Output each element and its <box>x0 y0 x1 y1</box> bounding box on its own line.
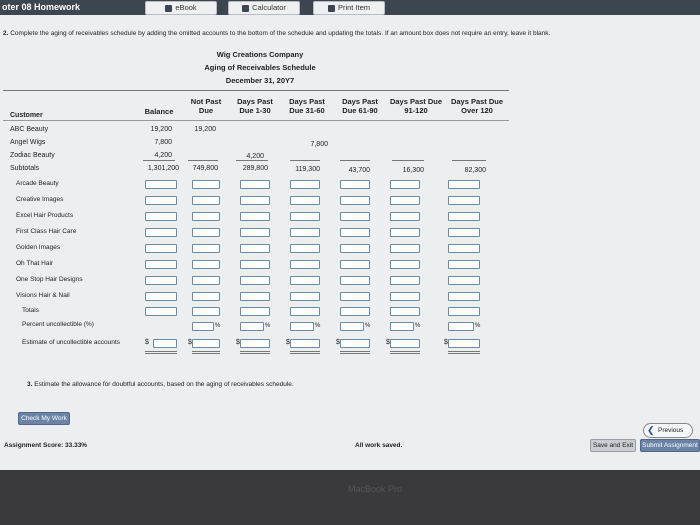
percent-sign: % <box>365 323 371 329</box>
previous-label: Previous <box>658 427 684 434</box>
previous-button[interactable] <box>643 423 693 438</box>
header-61-90: Days Past Due 61-90 <box>342 97 378 115</box>
bezel-watermark: MacBook Pro <box>348 484 403 494</box>
tab-calculator[interactable] <box>228 1 300 15</box>
added-account-name: Oh That Hair <box>16 260 54 267</box>
amount-input-61-90[interactable] <box>340 196 370 205</box>
header-customer: Customer <box>10 112 43 119</box>
amount-input-61-90[interactable] <box>340 292 370 301</box>
estimate-input-31-60[interactable] <box>290 339 320 348</box>
amount-input-31-60[interactable] <box>290 212 320 221</box>
amount-input-1-30[interactable] <box>240 196 270 205</box>
total-input-1-30[interactable] <box>240 307 270 316</box>
total-input-31-60[interactable] <box>290 307 320 316</box>
percent-sign: % <box>315 323 321 329</box>
amount-input-31-60[interactable] <box>290 180 320 189</box>
amount-input-over-120[interactable] <box>448 180 480 189</box>
main-content <box>0 15 700 470</box>
print-icon <box>328 5 335 12</box>
amount-input-31-60[interactable] <box>290 276 320 285</box>
estimate-input-91-120[interactable] <box>390 339 420 348</box>
added-account-name: Excel Hair Products <box>16 212 74 219</box>
amount-input-31-60[interactable] <box>290 244 320 253</box>
double-rule <box>145 353 177 354</box>
header-over-120: Days Past Due Over 120 <box>450 97 504 115</box>
amount-input-not-past-due[interactable] <box>192 260 220 269</box>
check-my-work-button[interactable]: Check My Work <box>18 412 70 425</box>
amount-input-over-120[interactable] <box>448 276 480 285</box>
amount-input-31-60[interactable] <box>290 228 320 237</box>
calculator-icon <box>242 5 249 12</box>
tab-ebook-label: eBook <box>175 3 197 12</box>
added-account-name: Golden Images <box>16 244 61 251</box>
double-rule <box>390 353 420 354</box>
amount-input-over-120[interactable] <box>448 244 480 253</box>
total-input-balance[interactable] <box>145 307 177 316</box>
amount-input-1-30[interactable] <box>240 260 270 269</box>
row-balance: 7,800 <box>154 139 172 146</box>
currency-sign: $ <box>444 339 448 346</box>
currency-sign: $ <box>386 339 390 346</box>
double-rule <box>448 351 480 352</box>
double-rule <box>192 353 220 354</box>
amount-input-61-90[interactable] <box>340 180 370 189</box>
amount-input-over-120[interactable] <box>448 292 480 301</box>
estimate-input-61-90[interactable] <box>340 339 370 348</box>
save-and-exit-button[interactable]: Save and Exit <box>590 439 636 452</box>
amount-input-not-past-due[interactable] <box>192 292 220 301</box>
subtotal-61-90: 43,700 <box>348 167 370 174</box>
estimate-uncollectible-label: Estimate of uncollectible accounts <box>22 339 120 346</box>
amount-input-61-90[interactable] <box>340 260 370 269</box>
percent-input-91-120[interactable] <box>390 322 414 331</box>
amount-input-91-120[interactable] <box>390 180 420 189</box>
submit-assignment-button[interactable]: Submit Assignment <box>640 439 700 452</box>
question-2-text: Complete the aging of receivables schedule by adding the omitted accounts to the bottom of the schedule and updating the totals. If an amount box does not require an entry, leave it blank. <box>10 30 551 37</box>
row-balance: 19,200 <box>150 126 172 133</box>
save-status: All work saved. <box>355 442 403 449</box>
added-account-name: Visions Hair & Nail <box>16 292 70 299</box>
header-rule <box>3 120 509 121</box>
schedule-top-rule <box>3 90 509 91</box>
amount-input-balance[interactable] <box>145 260 177 269</box>
amount-input-91-120[interactable] <box>390 228 420 237</box>
amount-input-not-past-due[interactable] <box>192 228 220 237</box>
laptop-bezel <box>0 470 700 525</box>
subtotal-not-past-due: 749,800 <box>192 165 218 172</box>
amount-input-not-past-due[interactable] <box>192 180 220 189</box>
subtotal-31-60: 119,300 <box>295 166 320 173</box>
amount-input-balance[interactable] <box>145 276 177 285</box>
subtotals-label: Subtotals <box>10 165 40 172</box>
added-account-name: Creative Images <box>16 196 64 203</box>
percent-sign: % <box>265 323 271 329</box>
amount-input-61-90[interactable] <box>340 244 370 253</box>
double-rule <box>240 351 270 352</box>
added-account-name: Arcade Beauty <box>16 180 59 187</box>
amount-input-1-30[interactable] <box>240 276 270 285</box>
schedule-date: December 31, 20Y7 <box>225 76 295 85</box>
row-balance: 4,200 <box>154 152 172 159</box>
double-rule <box>340 351 370 352</box>
subtotal-rule <box>452 160 486 161</box>
question-3-number: 3. <box>27 381 33 388</box>
assignment-breadcrumb: oter 08 Homework <box>2 2 81 12</box>
added-account-name: One Stop Hair Designs <box>16 276 83 283</box>
amount-input-balance[interactable] <box>145 212 177 221</box>
amount-input-31-60[interactable] <box>290 260 320 269</box>
amount-input-91-120[interactable] <box>390 196 420 205</box>
assignment-score: Assignment Score: 33.33% <box>4 442 88 449</box>
percent-sign: % <box>215 323 221 329</box>
currency-sign: $ <box>236 339 240 346</box>
total-input-61-90[interactable] <box>340 307 370 316</box>
book-icon <box>165 5 172 12</box>
top-bar <box>0 0 700 15</box>
double-rule <box>390 351 420 352</box>
row-name: Zodiac Beauty <box>10 152 55 159</box>
question-2 <box>3 30 550 37</box>
amount-input-balance[interactable] <box>145 196 177 205</box>
amount-input-balance[interactable] <box>145 292 177 301</box>
double-rule <box>240 353 270 354</box>
total-input-not-past-due[interactable] <box>192 307 220 316</box>
question-2-number: 2. <box>3 30 9 37</box>
header-31-60: Days Past Due 31-60 <box>289 97 325 115</box>
estimate-input-1-30[interactable] <box>240 339 270 348</box>
subtotal-balance: 1,301,200 <box>147 165 179 172</box>
currency-sign: $ <box>188 339 192 346</box>
amount-input-not-past-due[interactable] <box>192 244 220 253</box>
subtotal-rule <box>340 160 370 161</box>
header-1-30: Days Past Due 1-30 <box>237 97 273 115</box>
currency-sign: $ <box>336 339 340 346</box>
estimate-input-balance[interactable] <box>153 339 177 348</box>
currency-sign: $ <box>145 339 149 346</box>
percent-input-over-120[interactable] <box>448 322 474 331</box>
tab-calculator-label: Calculator <box>252 3 286 12</box>
header-balance: Balance <box>144 107 174 116</box>
header-not-past-due: Not Past Due <box>190 97 222 115</box>
schedule-company: Wig Creations Company <box>216 50 304 59</box>
subtotal-91-120: 16,300 <box>402 167 424 174</box>
tab-ebook[interactable] <box>145 1 217 15</box>
percent-sign: % <box>475 323 481 329</box>
amount-input-not-past-due[interactable] <box>192 212 220 221</box>
row-31-60: 7,800 <box>310 141 328 148</box>
estimate-input-not-past-due[interactable] <box>192 339 220 348</box>
amount-input-1-30[interactable] <box>240 212 270 221</box>
amount-input-1-30[interactable] <box>240 292 270 301</box>
subtotal-rule <box>392 160 424 161</box>
amount-input-1-30[interactable] <box>240 180 270 189</box>
total-input-over-120[interactable] <box>448 307 480 316</box>
double-rule <box>290 351 320 352</box>
double-rule <box>192 351 220 352</box>
double-rule <box>340 353 370 354</box>
amount-input-over-120[interactable] <box>448 260 480 269</box>
percent-input-not-past-due[interactable] <box>192 322 214 331</box>
double-rule <box>145 351 177 352</box>
subtotal-rule <box>290 160 320 161</box>
row-not-past-due: 19,200 <box>194 126 216 133</box>
percent-sign: % <box>415 323 421 329</box>
added-account-name: First Class Hair Care <box>16 228 77 235</box>
totals-label: Totals <box>22 307 39 314</box>
percent-input-31-60[interactable] <box>290 322 314 331</box>
percent-uncollectible-label: Percent uncollectible (%) <box>22 321 94 328</box>
amount-input-61-90[interactable] <box>340 276 370 285</box>
amount-input-not-past-due[interactable] <box>192 276 220 285</box>
amount-input-31-60[interactable] <box>290 292 320 301</box>
schedule-title: Aging of Receivables Schedule <box>204 63 316 72</box>
total-input-91-120[interactable] <box>390 307 420 316</box>
amount-input-31-60[interactable] <box>290 196 320 205</box>
chevron-left-icon: ❮ <box>647 425 655 435</box>
subtotal-1-30: 289,800 <box>242 165 268 172</box>
subtotal-over-120: 82,300 <box>464 167 486 174</box>
row-name: Angel Wigs <box>10 139 46 146</box>
amount-input-91-120[interactable] <box>390 260 420 269</box>
subtotal-rule <box>188 160 218 161</box>
amount-input-91-120[interactable] <box>390 276 420 285</box>
amount-input-balance[interactable] <box>145 244 177 253</box>
tab-print-label: Print Item <box>337 3 371 12</box>
amount-input-over-120[interactable] <box>448 212 480 221</box>
estimate-input-over-120[interactable] <box>448 339 480 348</box>
amount-input-not-past-due[interactable] <box>192 196 220 205</box>
amount-input-91-120[interactable] <box>390 292 420 301</box>
amount-input-balance[interactable] <box>145 180 177 189</box>
amount-input-1-30[interactable] <box>240 228 270 237</box>
amount-input-61-90[interactable] <box>340 212 370 221</box>
row-name: ABC Beauty <box>10 126 49 133</box>
amount-input-balance[interactable] <box>145 228 177 237</box>
double-rule <box>290 353 320 354</box>
amount-input-61-90[interactable] <box>340 228 370 237</box>
amount-input-over-120[interactable] <box>448 228 480 237</box>
percent-input-61-90[interactable] <box>340 322 364 331</box>
percent-input-1-30[interactable] <box>240 322 264 331</box>
row-1-30: 4,200 <box>246 153 264 160</box>
amount-input-1-30[interactable] <box>240 244 270 253</box>
tab-print-item[interactable] <box>313 1 385 15</box>
question-3-text: Estimate the allowance for doubtful accounts, based on the aging of receivables schedule. <box>34 381 294 388</box>
subtotal-rule <box>143 160 175 161</box>
currency-sign: $ <box>286 339 290 346</box>
question-3 <box>27 381 294 388</box>
double-rule <box>448 353 480 354</box>
amount-input-91-120[interactable] <box>390 212 420 221</box>
amount-input-over-120[interactable] <box>448 196 480 205</box>
header-91-120: Days Past Due 91-120 <box>389 97 443 115</box>
amount-input-91-120[interactable] <box>390 244 420 253</box>
subtotal-rule <box>236 160 268 161</box>
